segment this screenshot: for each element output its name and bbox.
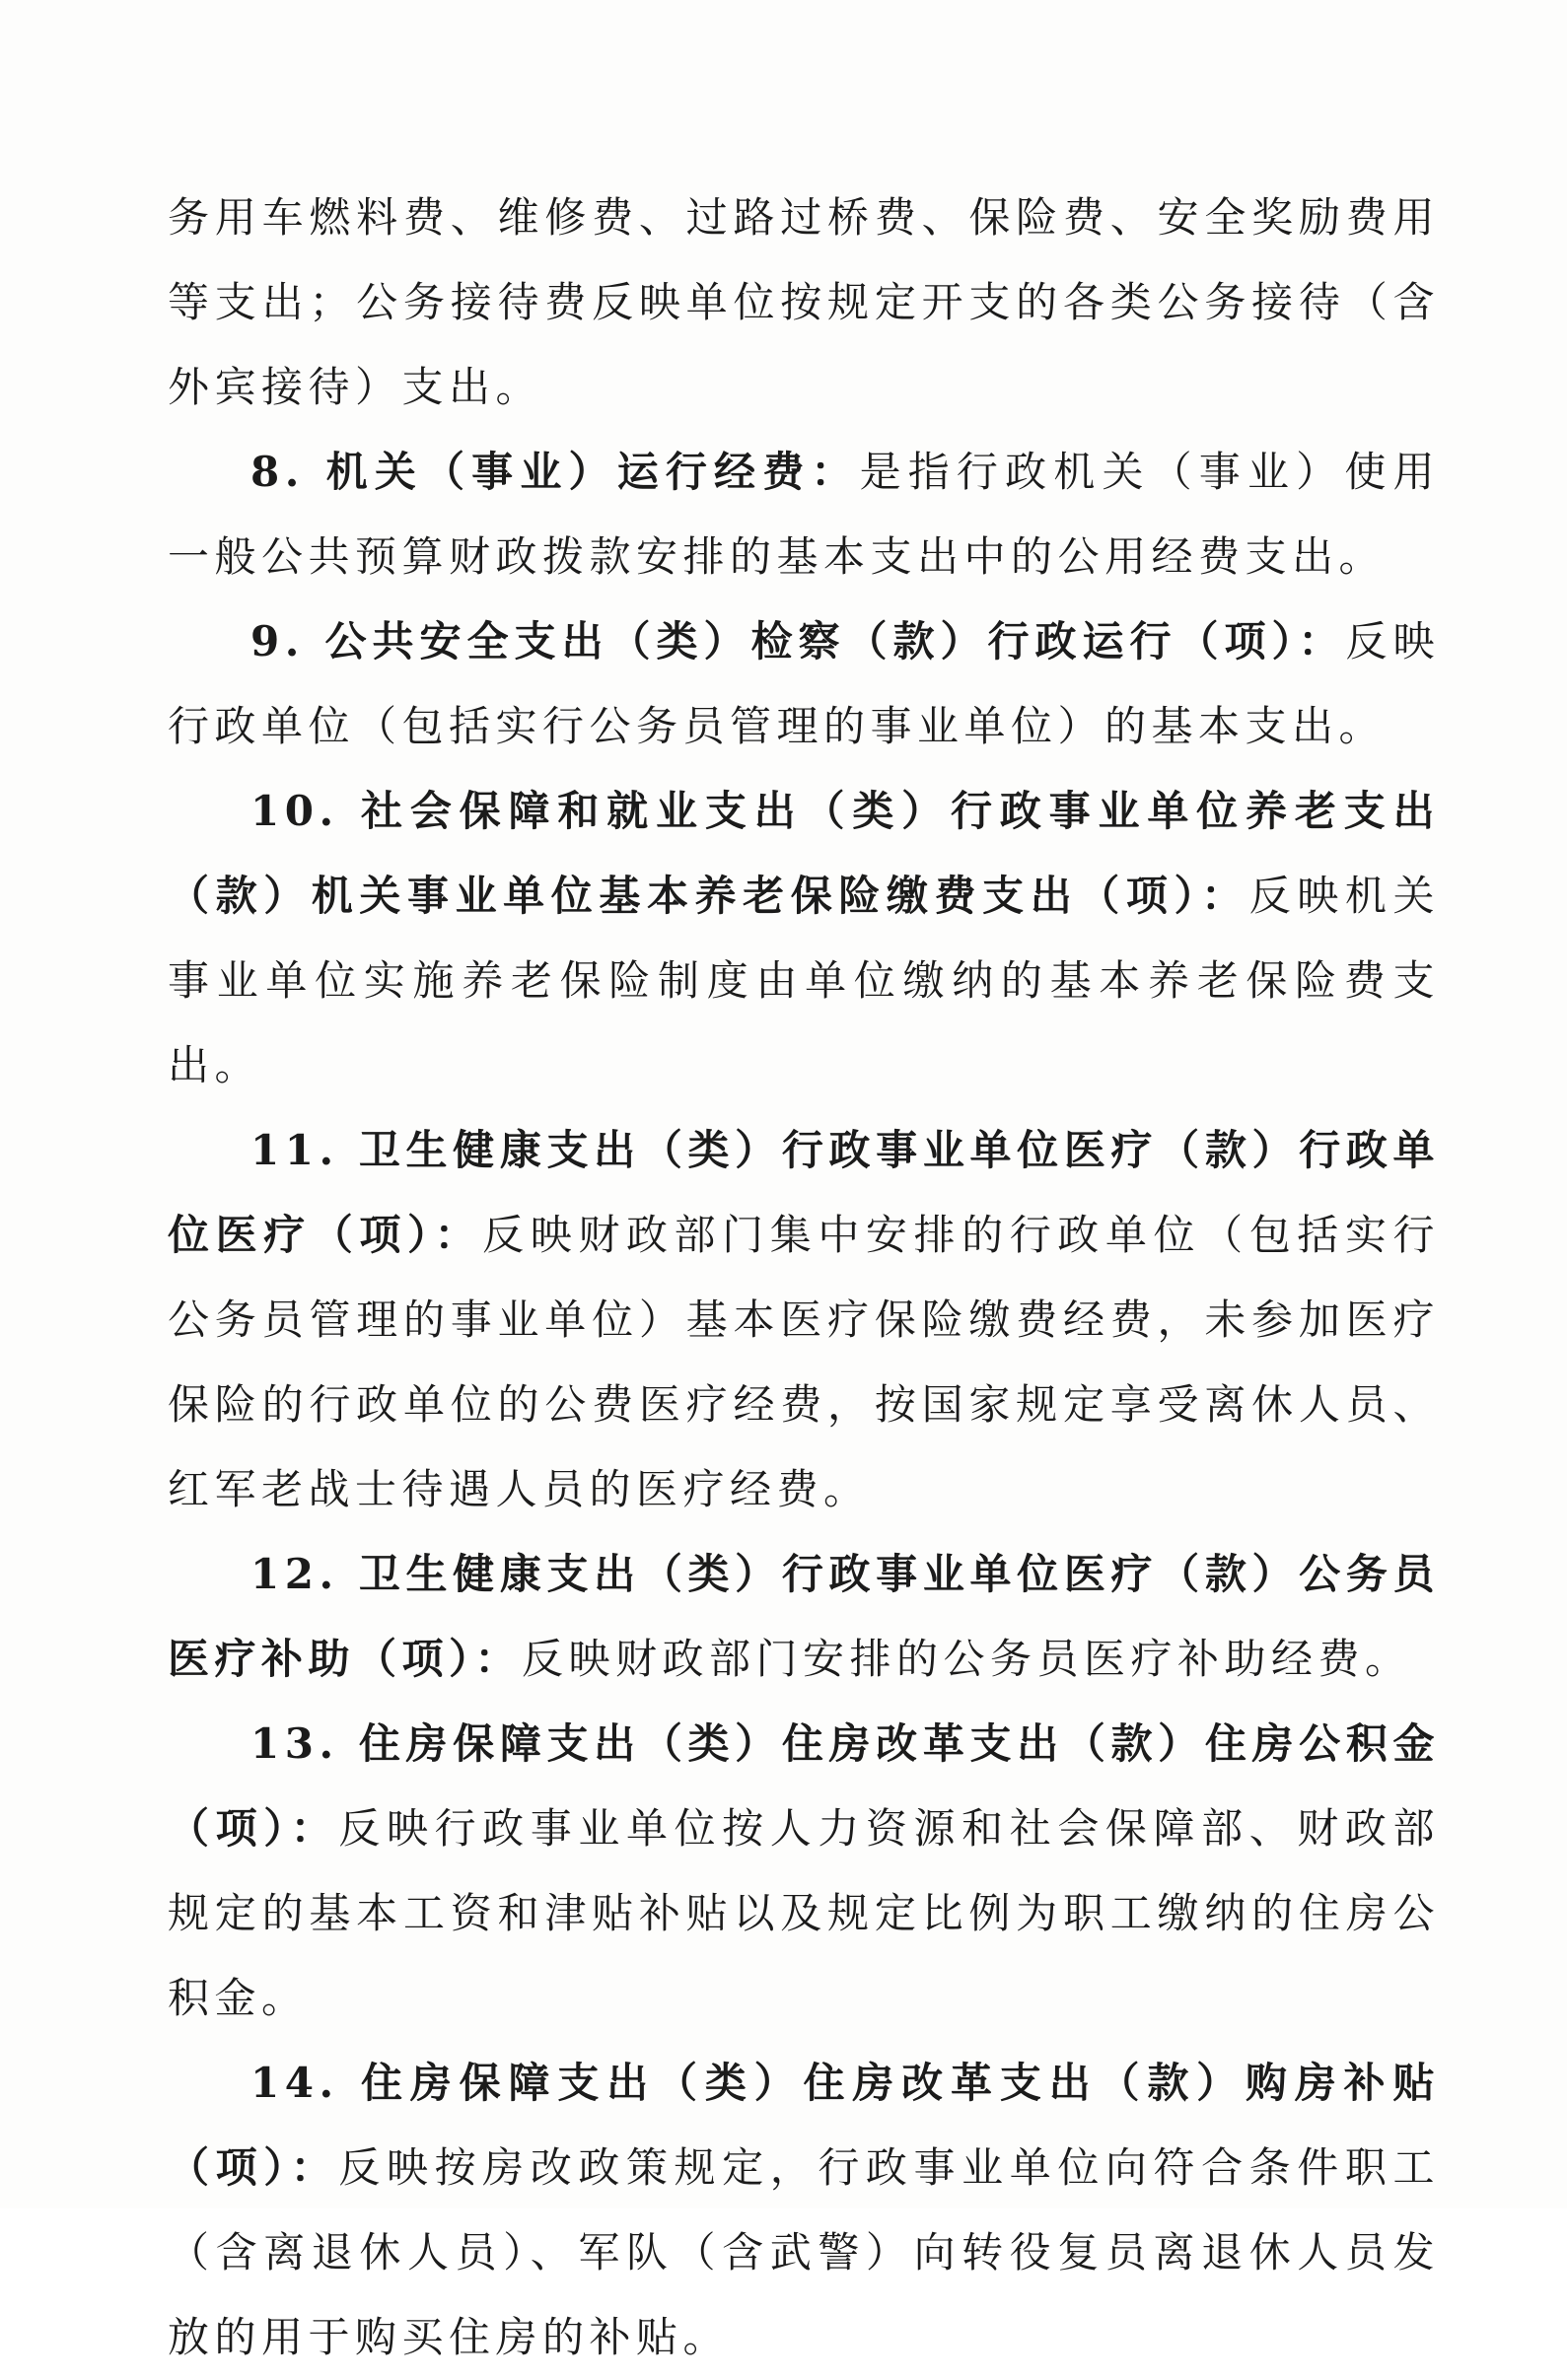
- item-heading: 12. 卫生健康支出（类）行政事业单位医疗（款）公务员医疗补助（项）：: [168, 1550, 1440, 1683]
- item-body: 反映行政事业单位按人力资源和社会保障部、财政部规定的基本工资和津贴补贴以及规定比例为职工缴纳的住房公积金。: [168, 1804, 1440, 2022]
- item-body: 反映行政单位（包括实行公务员管理的事业单位）的基本支出。: [168, 617, 1440, 750]
- paragraph-body: 务用车燃料费、维修费、过路过桥费、保险费、安全奖励费用等支出；公务接待费反映单位按规定开支的各类公务接待（含外宾接待）支出。: [168, 193, 1440, 411]
- item-heading: 13. 住房保障支出（类）住房改革支出（款）住房公积金（项）：: [168, 1719, 1440, 1853]
- paragraph-item-9: [168, 599, 1440, 769]
- document-body: [168, 175, 1440, 2380]
- paragraph-item-11: [168, 1108, 1440, 1532]
- item-heading: 8. 机关（事业）运行经费：: [250, 448, 860, 496]
- item-heading: 14. 住房保障支出（类）住房改革支出（款）购房补贴（项）：: [168, 2059, 1440, 2192]
- paragraph-item-12: [168, 1532, 1440, 1702]
- item-body: 反映机关事业单位实施养老保险制度由单位缴纳的基本养老保险费支出。: [168, 872, 1440, 1089]
- item-body: 反映按房改政策规定，行政事业单位向符合条件职工（含离退休人员）、军队（含武警）向转役复员离退休人员发放的用于购买住房的补贴。: [168, 2143, 1440, 2361]
- paragraph-continuation: [168, 175, 1440, 430]
- item-heading: 9. 公共安全支出（类）检察（款）行政运行（项）：: [250, 617, 1346, 665]
- paragraph-item-8: [168, 430, 1440, 599]
- item-body: 反映财政部门集中安排的行政单位（包括实行公务员管理的事业单位）基本医疗保险缴费经费，未参加医疗保险的行政单位的公费医疗经费，按国家规定享受离休人员、红军老战士待遇人员的医疗经费。: [168, 1211, 1440, 1513]
- paragraph-item-13: [168, 1702, 1440, 2041]
- paragraph-item-14: [168, 2041, 1440, 2380]
- item-body: 反映财政部门安排的公务员医疗补助经费。: [522, 1635, 1412, 1683]
- item-heading: 10. 社会保障和就业支出（类）行政事业单位养老支出（款）机关事业单位基本养老保险缴费支出（项）：: [168, 787, 1440, 920]
- item-heading: 11. 卫生健康支出（类）行政事业单位医疗（款）行政单位医疗（项）：: [168, 1126, 1440, 1259]
- item-body: 是指行政机关（事业）使用一般公共预算财政拨款安排的基本支出中的公用经费支出。: [168, 448, 1440, 581]
- paragraph-item-10: [168, 769, 1440, 1108]
